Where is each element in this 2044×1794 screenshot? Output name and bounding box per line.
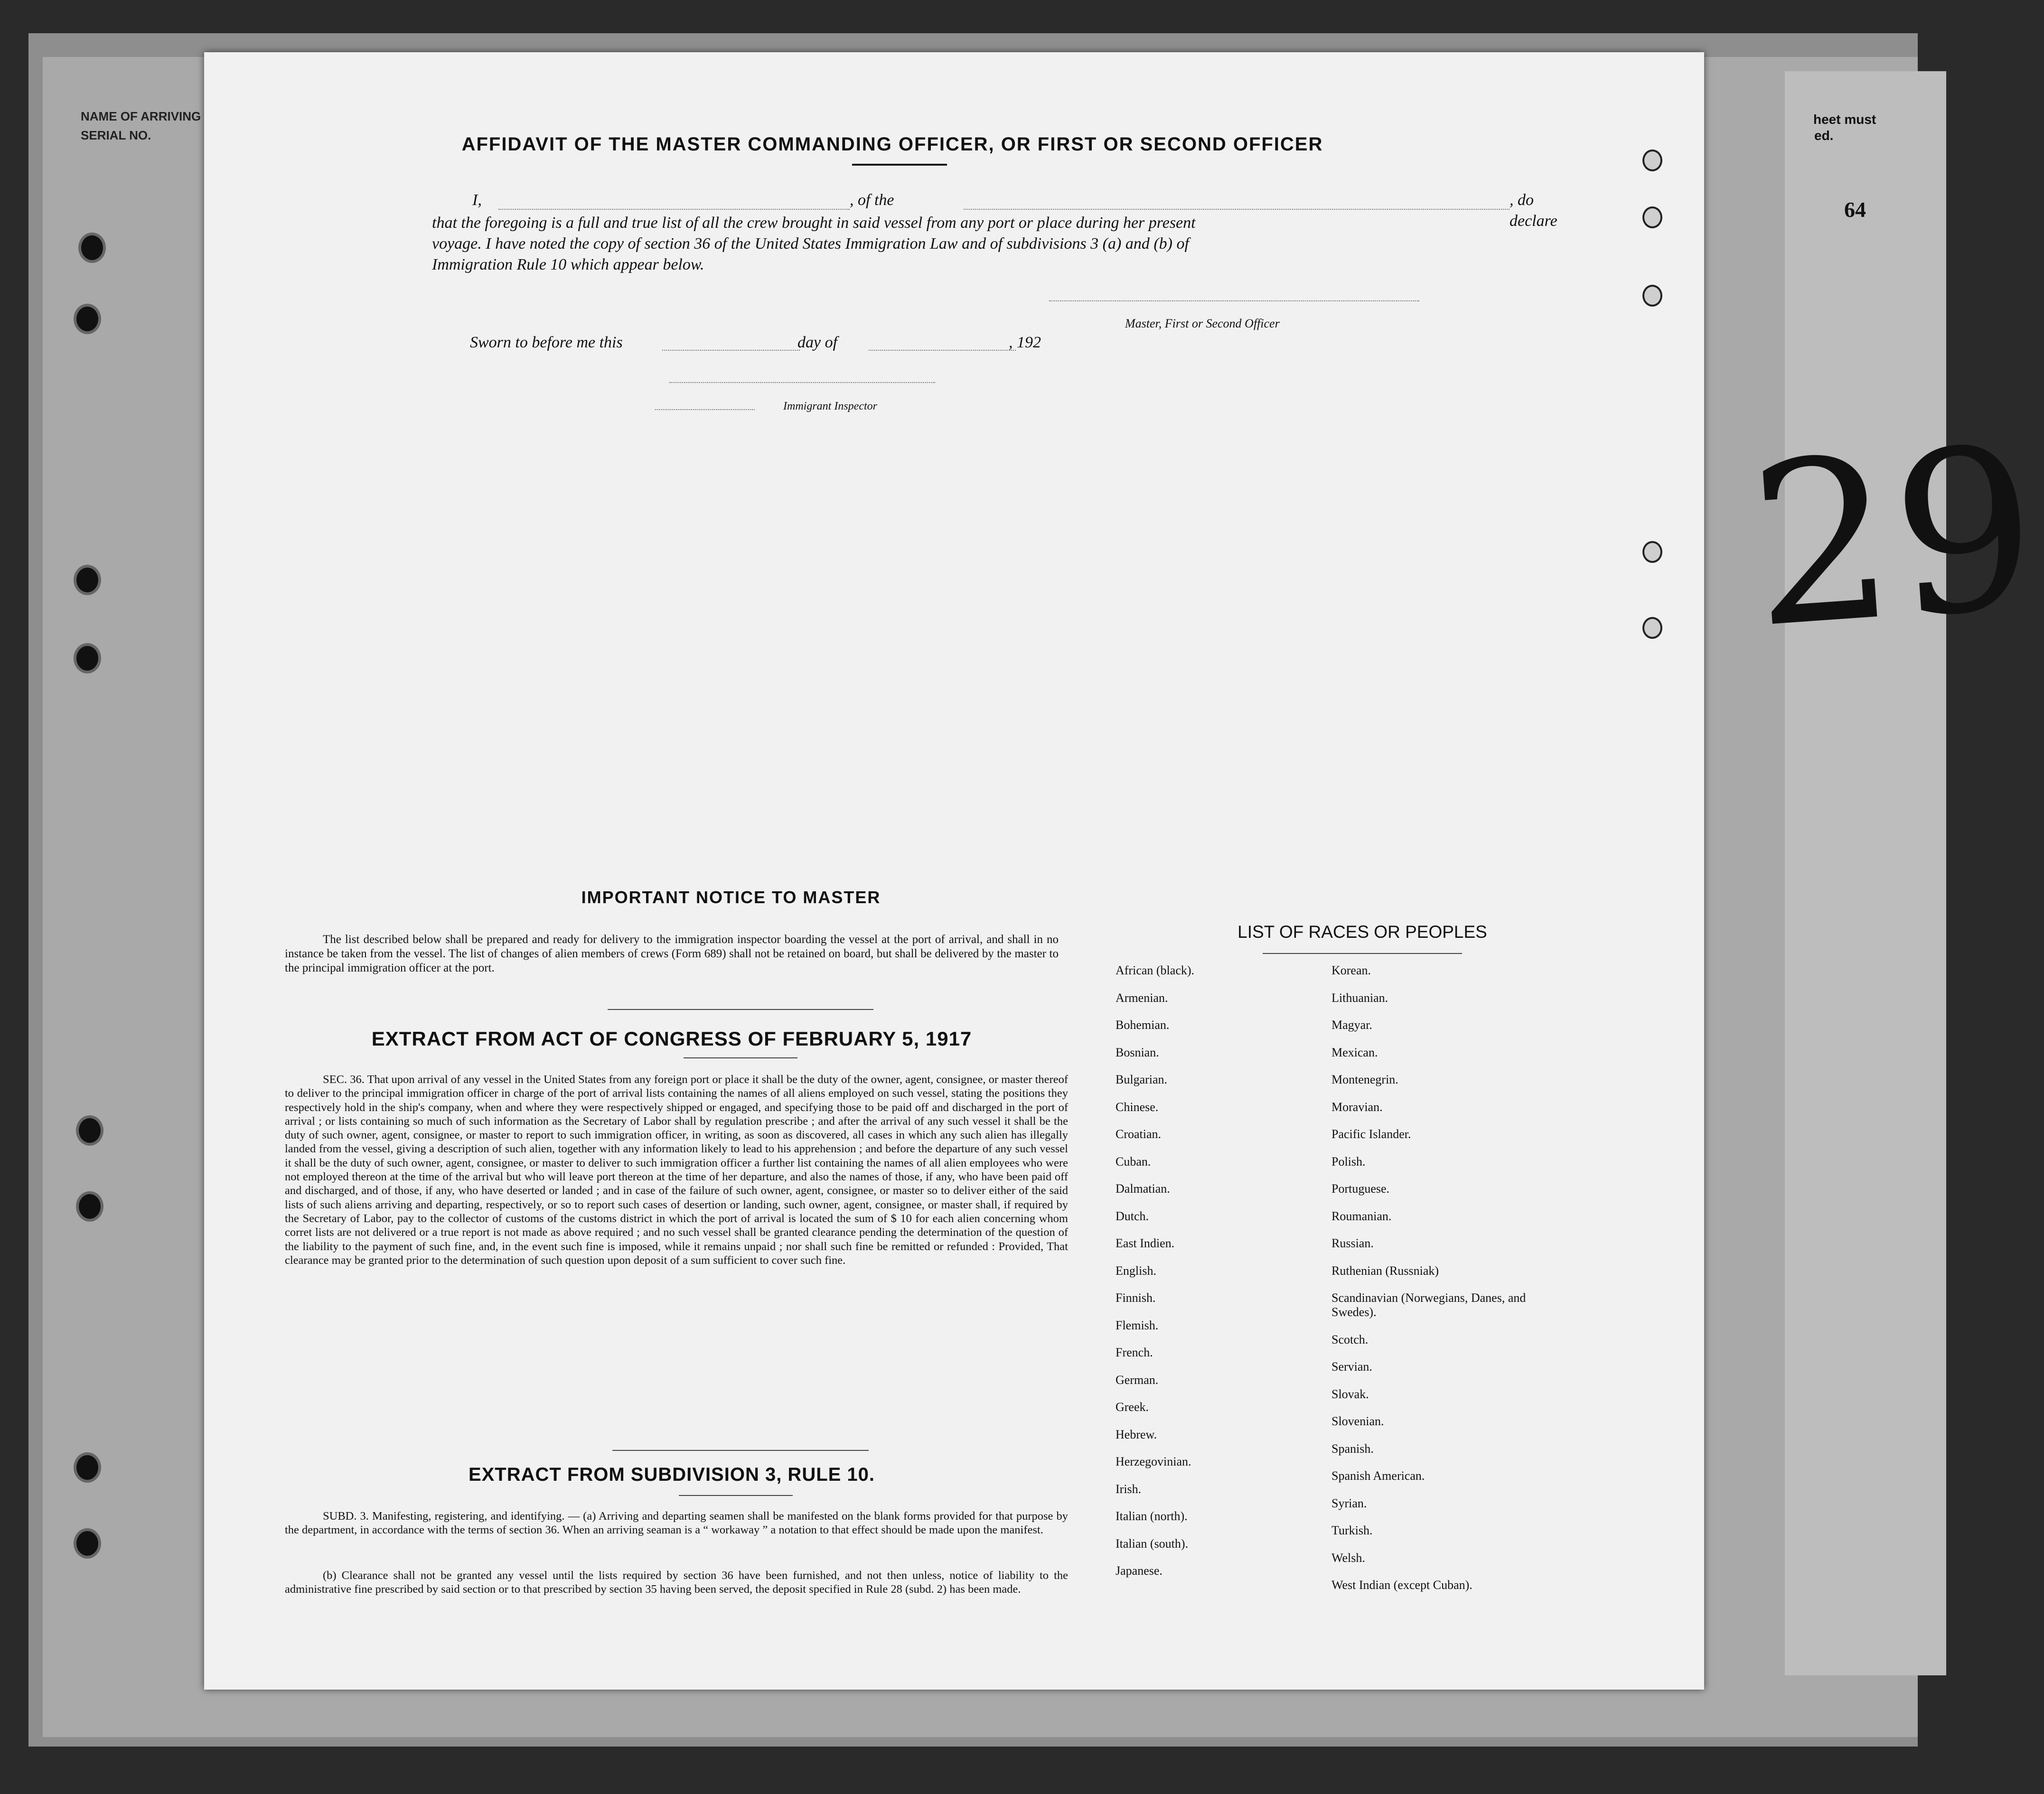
race-item: Syrian. — [1331, 1496, 1367, 1510]
race-item: German. — [1116, 1373, 1159, 1387]
inspector-blank-line[interactable] — [655, 409, 755, 410]
underlying-page-text — [1813, 112, 1876, 144]
punch-hole — [76, 1115, 103, 1146]
race-item: Herzegovinian. — [1116, 1455, 1191, 1468]
race-item: Portuguese. — [1331, 1182, 1390, 1196]
race-item: Chinese. — [1116, 1100, 1159, 1114]
month-blank-line[interactable] — [869, 350, 1016, 351]
extract-act-title: EXTRACT FROM ACT OF CONGRESS OF FEBRUARY 5, 1917 — [371, 1028, 972, 1050]
race-item: Montenegrin. — [1331, 1073, 1398, 1086]
punch-hole — [74, 643, 101, 673]
stub-line: SERIAL NO. — [81, 128, 151, 142]
race-item: English. — [1116, 1263, 1156, 1278]
handwritten-numeral: 29 — [1743, 398, 2044, 678]
race-item: French. — [1116, 1346, 1153, 1359]
race-item: Roumanian. — [1331, 1209, 1392, 1223]
punch-hole — [74, 565, 101, 595]
race-item: Ruthenian (Russniak) — [1331, 1263, 1439, 1278]
race-item: Magyar. — [1331, 1018, 1372, 1032]
vessel-blank-line[interactable] — [964, 209, 1510, 210]
race-item: Spanish American. — [1331, 1469, 1425, 1483]
race-item: Greek. — [1116, 1400, 1149, 1414]
title-rule — [852, 164, 947, 166]
punch-hole — [1642, 150, 1662, 171]
section-divider — [679, 1495, 793, 1496]
extract-act-body: SEC. 36. That upon arrival of any vessel in the United States from any foreign port or place it shall be the duty of the owner, agent, consignee, or master thereof to deliver to the principal immigration officer in charge of the port of arrival lists containing the names of all aliens employed on such vessel, stating the positions they respectively hold in the ship's company, when and where they were respectively shipped or engaged, and specifying those to be paid off and discharged in the port of arrival ; or lists containing so much of such information as the Secretary of Labor shall by regulation prescribe ; and after the arrival of any such vessel it shall be the duty of such owner, agent, consignee, or master to report to such immigration officer, in writing, as soon as discovered, all cases in which any such alien has illegally landed from the vessel, giving a description of such alien, together with any information likely to lead to his apprehension ; and before the departure of any such vessel it shall be the duty of such owner, agent, consignee, or master to deliver to such immigration officer a further list containing the names of all alien employees who were not employed thereon at the time of the arrival but who will leave port thereon at the time of her departure, and also the names of those, if any, who have been paid off and discharged, and of those, if any, who have deserted or landed ; and in case of the failure of such owner, agent, consignee, or master so to deliver either of the said lists of such aliens arriving and departing, respectively, or so to report such cases of desertion or landing, such owner, agent, consignee, or master shall, if required by the Secretary of Labor, pay to the collector of customs of the customs district in which the port of arrival is located the sum of $ 10 for each alien concerning whom corret lists are not delivered or a true report is not made as above required ; and no such vessel shall be granted clearance pending the determination of the question of the liability to the payment of such fine, and, in the event such fine is imposed, while it remains unpaid ; nor shall such fine be remitted or refunded : Provided, That clearance may be granted prior to the determination of such question upon deposit of a sum sufficient to cover such fine. — [285, 1073, 1068, 1267]
race-item: Lithuanian. — [1331, 990, 1388, 1005]
punch-hole — [1642, 285, 1662, 307]
race-item: Polish. — [1331, 1154, 1366, 1168]
race-item: Italian (south). — [1116, 1536, 1189, 1551]
race-item: Mexican. — [1331, 1045, 1378, 1059]
section-divider — [608, 1009, 873, 1010]
race-item: Cuban. — [1116, 1154, 1151, 1168]
race-item: Dalmatian. — [1116, 1182, 1170, 1196]
affidavit-line: voyage. I have noted the copy of section 36 of the United States Immigration Law and of subdivisions 3 (a) and (b) of — [432, 235, 1189, 252]
race-item: Japanese. — [1116, 1564, 1163, 1578]
inspector-signature-label: Immigrant Inspector — [783, 400, 877, 412]
year-label: , 192 — [1009, 334, 1041, 351]
race-item: Armenian. — [1116, 990, 1168, 1005]
of-the-label: , of the — [850, 191, 894, 209]
race-item: Pacific Islander. — [1331, 1127, 1411, 1141]
race-item: West Indian (except Cuban). — [1331, 1578, 1472, 1592]
punch-hole — [74, 1452, 101, 1483]
race-item: Scandinavian (Norwegians, Danes, and Swedes). — [1331, 1291, 1526, 1319]
races-title: LIST OF RACES OR PEOPLES — [1238, 922, 1487, 942]
punch-hole — [74, 304, 101, 334]
day-of-label: day of — [797, 334, 838, 351]
name-blank-line[interactable] — [498, 209, 850, 210]
race-item: Moravian. — [1331, 1100, 1383, 1114]
punch-hole — [1642, 617, 1662, 639]
crew-list-form-page — [204, 52, 1704, 1690]
race-item: Bohemian. — [1116, 1018, 1170, 1032]
extract-rule-para-b: (b) Clearance shall not be granted any vessel until the lists required by section 36 have been furnished, and not then unless, notice of liability to the administrative fine prescribed by said section or to that prescribed by section 35 having been served, the deposit specified in Rule 28 (subd. 2) has been made. — [285, 1569, 1068, 1596]
race-item: Bosnian. — [1116, 1045, 1159, 1059]
i-label: I, — [472, 191, 482, 209]
affidavit-line: that the foregoing is a full and true list of all the crew brought in said vessel from any port or place during her present — [432, 214, 1196, 232]
race-item: Russian. — [1331, 1236, 1374, 1250]
race-item: Slovenian. — [1331, 1414, 1384, 1428]
signature-blank-line[interactable] — [1049, 300, 1419, 301]
punch-hole — [1642, 206, 1662, 228]
race-item: Welsh. — [1331, 1551, 1365, 1565]
punch-hole — [76, 1191, 103, 1222]
race-item: Finnish. — [1116, 1291, 1156, 1305]
race-item: Flemish. — [1116, 1318, 1159, 1332]
stub-line: NAME OF ARRIVING — [81, 109, 201, 123]
section-divider — [612, 1450, 869, 1451]
punch-hole — [1642, 541, 1662, 563]
race-item: Dutch. — [1116, 1209, 1149, 1223]
race-item: Italian (north). — [1116, 1509, 1188, 1523]
punch-hole — [78, 233, 106, 263]
race-item: Croatian. — [1116, 1127, 1162, 1141]
race-item: Slovak. — [1331, 1387, 1369, 1401]
race-item: Hebrew. — [1116, 1427, 1157, 1441]
notice-title: IMPORTANT NOTICE TO MASTER — [581, 888, 881, 907]
extract-rule-para-a: SUBD. 3. Manifesting, registering, and identifying. — (a) Arriving and departing seamen shall be manifested on the blank forms provided for that purpose by the department, in accordance with the terms of section 36. When an arriving seaman is a “ workaway ” a notation to that effect should be made upon the manifest. — [285, 1510, 1068, 1537]
race-item: Servian. — [1331, 1360, 1372, 1374]
day-blank-line[interactable] — [662, 350, 800, 351]
race-item: Korean. — [1331, 963, 1371, 977]
do-declare-label: , do declare — [1510, 191, 1557, 230]
sworn-label: Sworn to before me this — [470, 334, 623, 351]
inspector-blank-line[interactable] — [669, 382, 935, 383]
race-item: East Indien. — [1116, 1236, 1175, 1250]
affidavit-line: Immigration Rule 10 which appear below. — [432, 256, 704, 273]
master-signature-label: Master, First or Second Officer — [1125, 317, 1280, 330]
race-item: Bulgarian. — [1116, 1073, 1168, 1086]
race-item: African (black). — [1116, 963, 1195, 977]
affidavit-title: AFFIDAVIT OF THE MASTER COMMANDING OFFICER, OR FIRST OR SECOND OFFICER — [461, 134, 1323, 155]
page-number: 64 — [1844, 197, 1866, 222]
underlying-page-strip — [1785, 71, 1946, 1675]
notice-body: The list described below shall be prepared and ready for delivery to the immigration inspector boarding the vessel at the port of arrival, and shall in no instance be taken from the vessel. The list of changes of alien members of crews (Form 689) shall not be retained on board, but shall be delivered by the master to the principal immigration officer at the port. — [285, 933, 1059, 974]
races-title-rule — [1263, 953, 1462, 954]
race-item: Spanish. — [1331, 1441, 1374, 1456]
extract-rule-title: EXTRACT FROM SUBDIVISION 3, RULE 10. — [468, 1464, 875, 1485]
underlying-text-line: ed. — [1814, 128, 1834, 143]
underlying-text-line: heet must — [1813, 112, 1876, 127]
punch-hole — [74, 1528, 101, 1559]
race-item: Turkish. — [1331, 1523, 1373, 1537]
section-divider — [684, 1057, 797, 1058]
race-item: Scotch. — [1331, 1332, 1369, 1346]
race-item: Irish. — [1116, 1482, 1142, 1496]
